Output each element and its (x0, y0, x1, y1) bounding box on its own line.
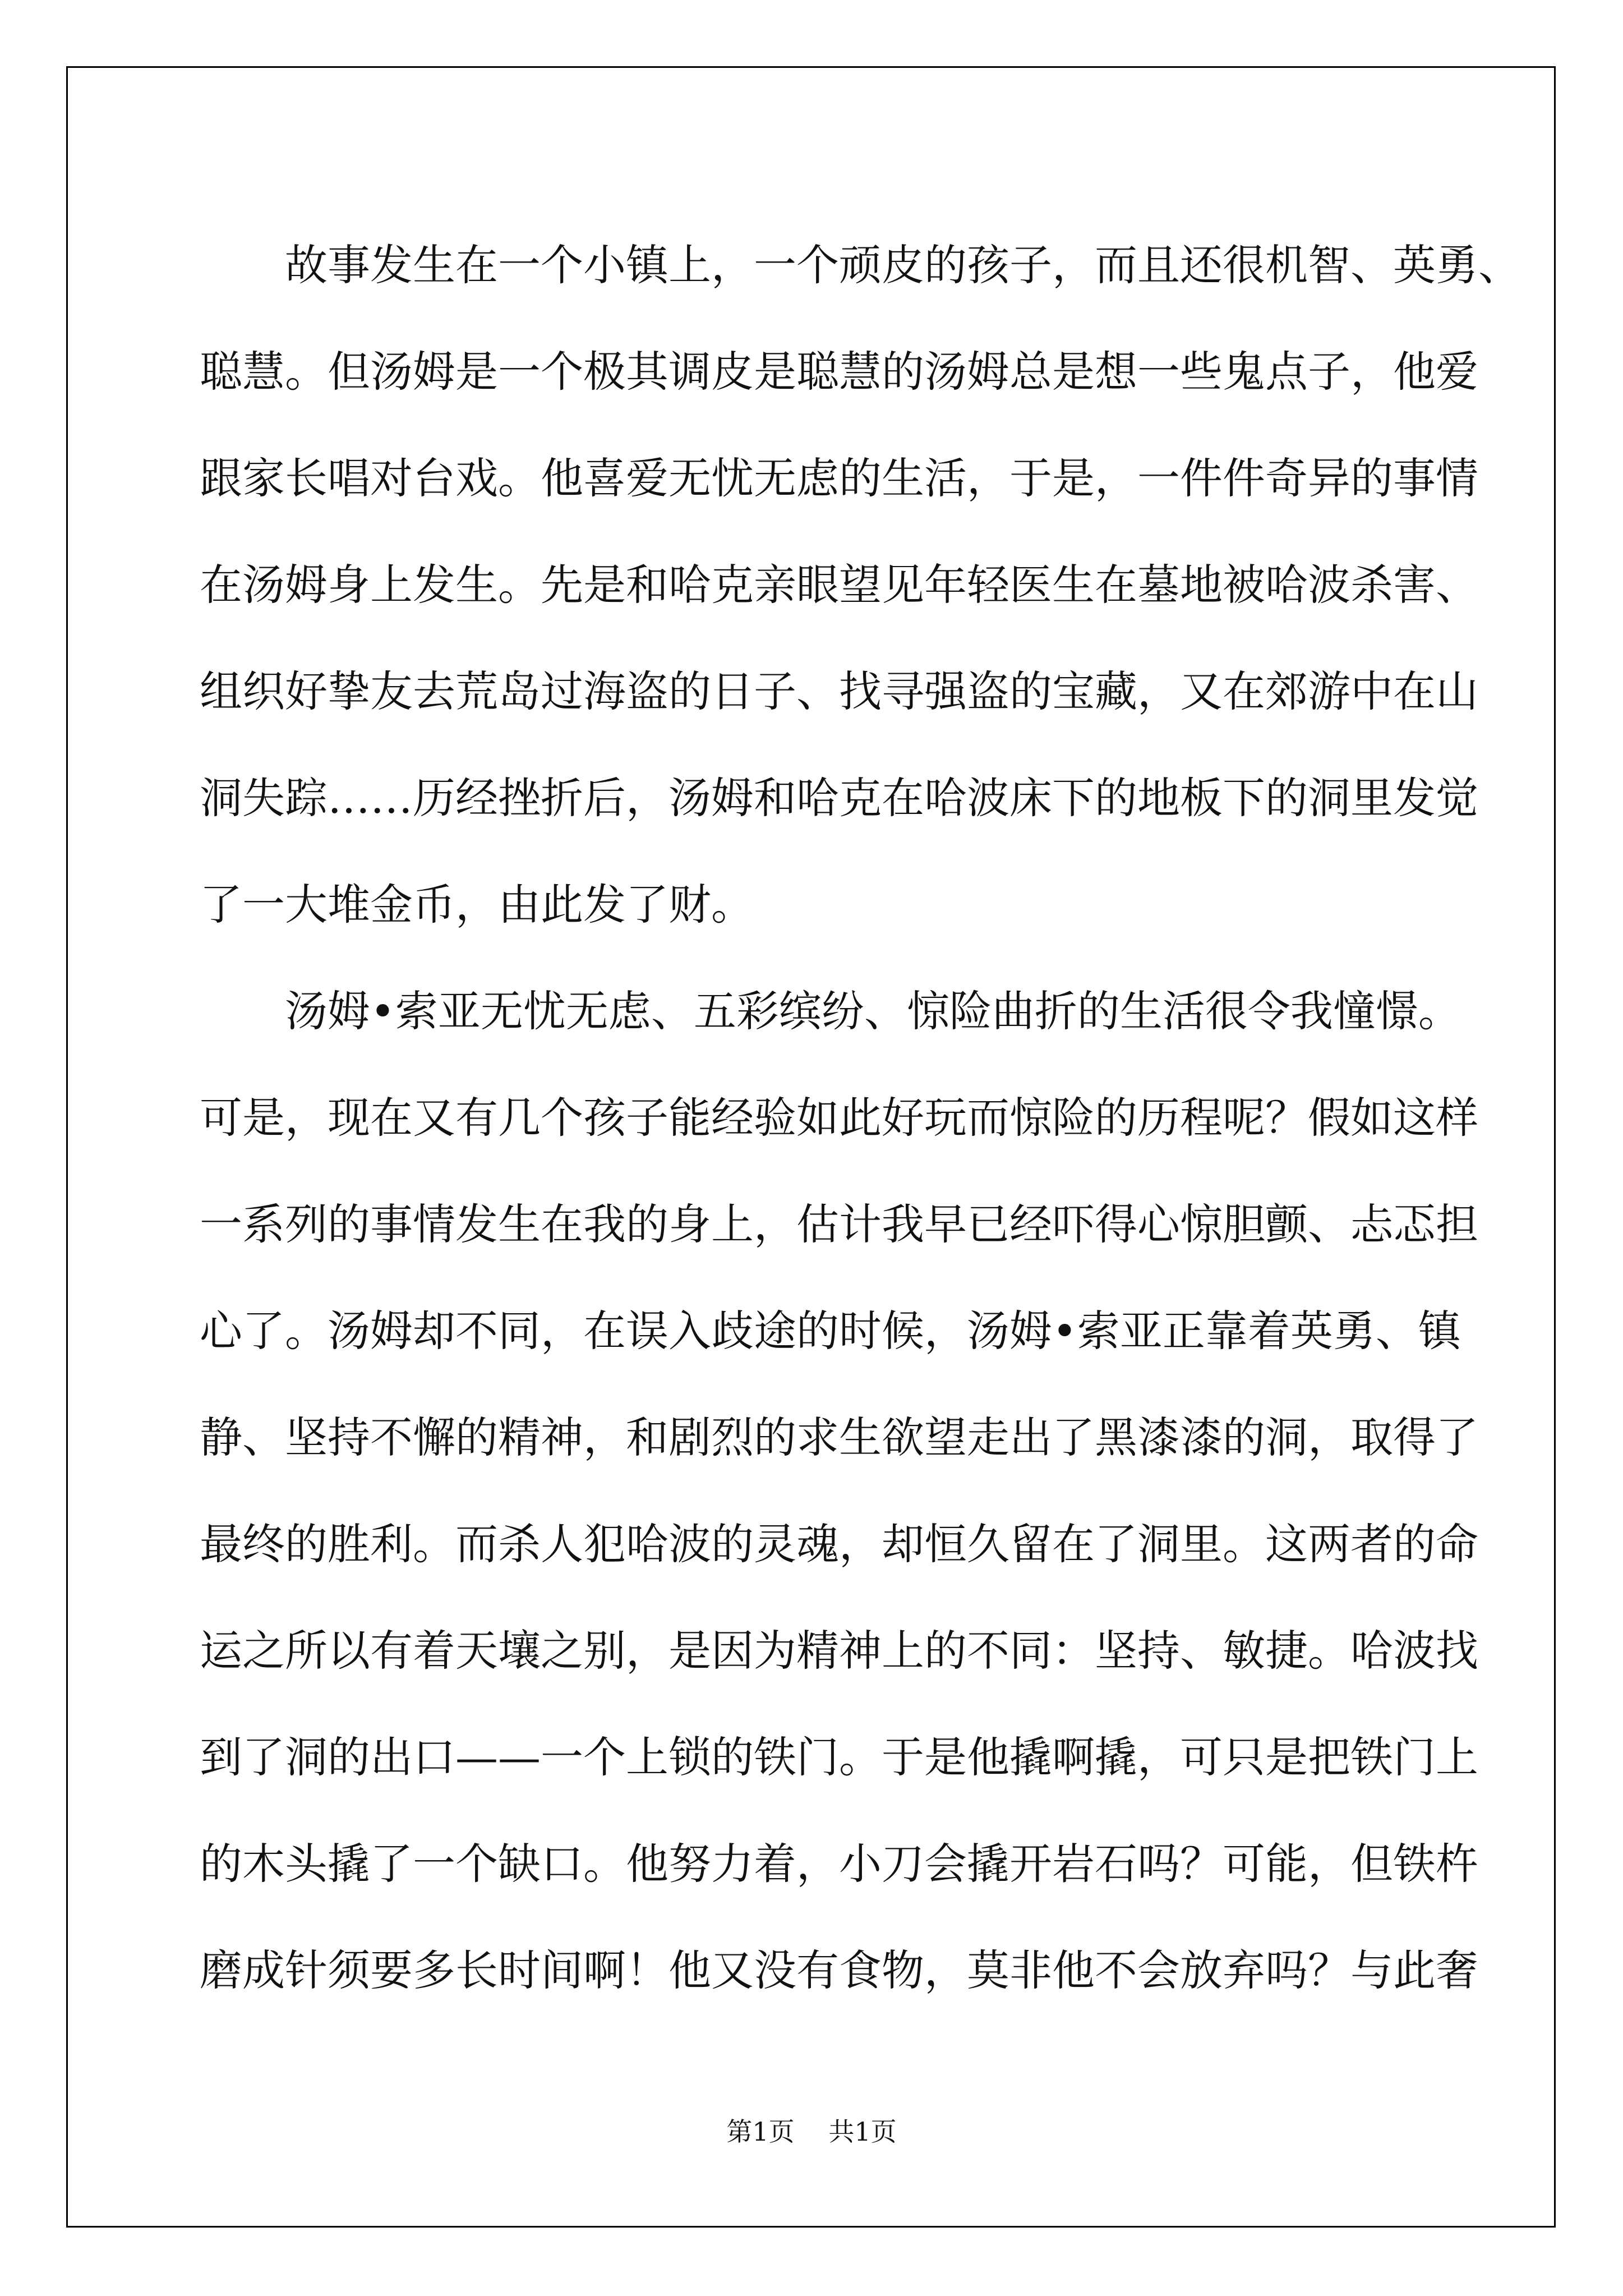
paragraph-line: 故事发生在一个小镇上，一个顽皮的孩子，而且还很机智、英勇、 (285, 240, 1521, 290)
paragraph-line: 了一大堆金币，由此发了财。 (200, 880, 754, 930)
paragraph-line: 可是，现在又有几个孩子能经验如此好玩而惊险的历程呢？假如这样 (200, 1093, 1478, 1143)
paragraph-line: 磨成针须要多长时间啊！他又没有食物，莫非他不会放弃吗？与此奢 (200, 1945, 1478, 1995)
paragraph-1 (200, 212, 1521, 958)
document-body (200, 212, 1521, 2024)
paragraph-line: 组织好挚友去荒岛过海盗的日子、找寻强盗的宝藏，又在郊游中在山 (200, 666, 1478, 716)
paragraph-line: 静、坚持不懈的精神，和剧烈的求生欲望走出了黑漆漆的洞，取得了 (200, 1412, 1478, 1462)
page-number-current: 第1页 (726, 2116, 795, 2147)
paragraph-2 (200, 958, 1478, 2024)
paragraph-line: 聪慧。但汤姆是一个极其调皮是聪慧的汤姆总是想一些鬼点子，他爱 (200, 347, 1478, 397)
paragraph-line: 运之所以有着天壤之别，是因为精神上的不同：坚持、敏捷。哈波找 (200, 1626, 1478, 1676)
page-number-total: 共1页 (828, 2116, 897, 2147)
page-footer (0, 2115, 1623, 2148)
paragraph-line: 最终的胜利。而杀人犯哈波的灵魂，却恒久留在了洞里。这两者的命 (200, 1519, 1478, 1569)
paragraph-line: 的木头撬了一个缺口。他努力着，小刀会撬开岩石吗？可能，但铁杵 (200, 1839, 1478, 1889)
paragraph-line: 一系列的事情发生在我的身上，估计我早已经吓得心惊胆颤、忐忑担 (200, 1199, 1478, 1249)
paragraph-line: 心了。汤姆却不同，在误入歧途的时候，汤姆•索亚正靠着英勇、镇 (200, 1306, 1461, 1356)
paragraph-line: 在汤姆身上发生。先是和哈克亲眼望见年轻医生在墓地被哈波杀害、 (200, 560, 1478, 610)
paragraph-line: 洞失踪……历经挫折后，汤姆和哈克在哈波床下的地板下的洞里发觉 (200, 773, 1478, 823)
paragraph-line: 跟家长唱对台戏。他喜爱无忧无虑的生活，于是，一件件奇异的事情 (200, 453, 1478, 503)
paragraph-line: 到了洞的出口——一个上锁的铁门。于是他撬啊撬，可只是把铁门上 (200, 1732, 1478, 1782)
paragraph-line: 汤姆•索亚无忧无虑、五彩缤纷、惊险曲折的生活很令我憧憬。 (285, 986, 1461, 1036)
